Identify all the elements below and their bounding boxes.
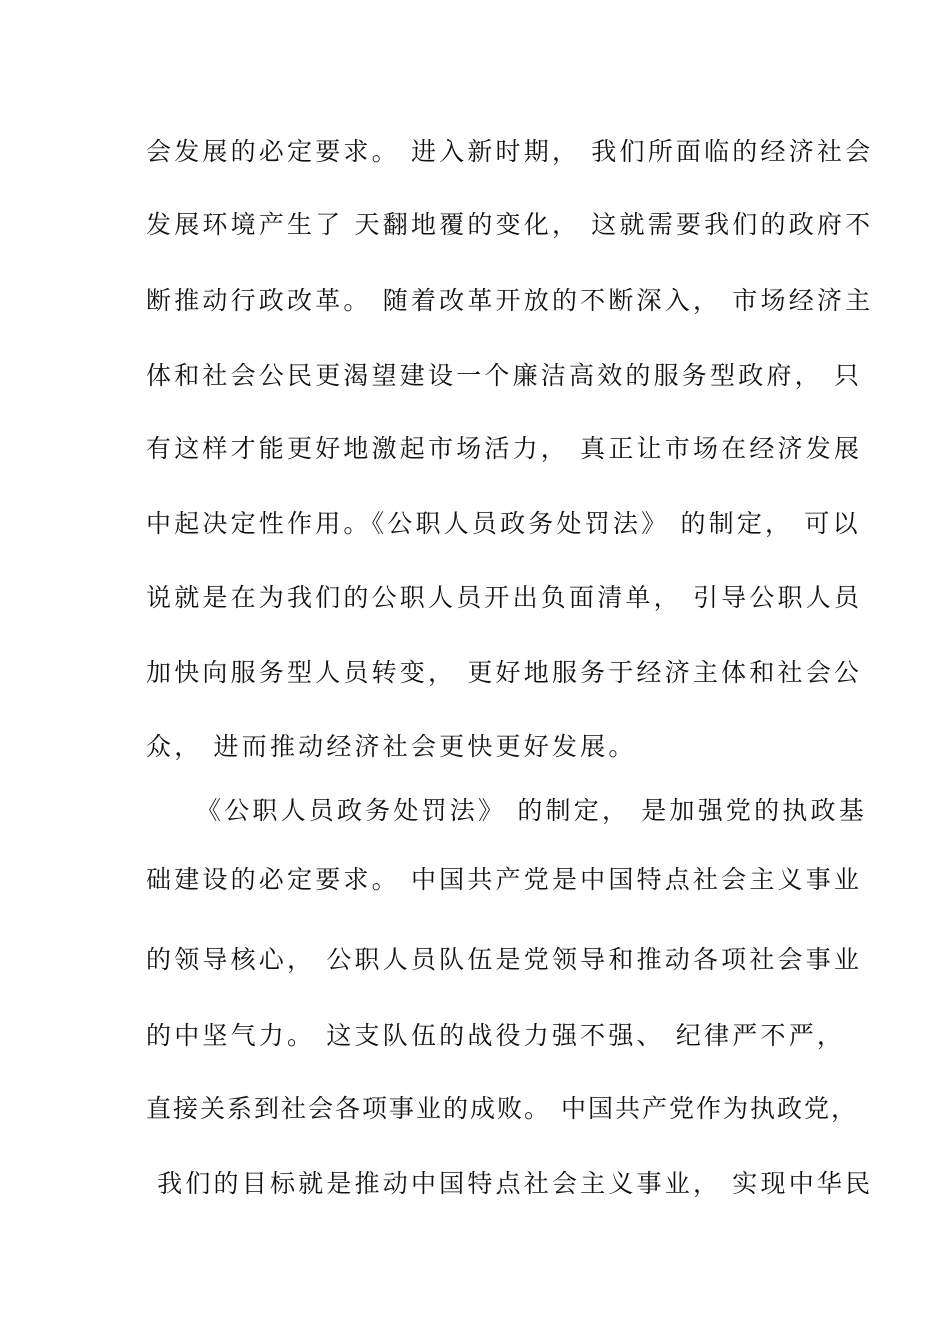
text-line: 体和社会公民更渴望建设一个廉洁高效的服务型政府， 只: [146, 361, 863, 390]
text-line: 直接关系到社会各项事业的成败。 中国共产党作为执政党，: [146, 1094, 858, 1123]
text-line: 众， 进而推动经济社会更快更好发展。: [146, 732, 637, 761]
text-line: 础建设的必定要求。 中国共产党是中国特点社会主义事业: [146, 865, 863, 894]
paragraph-first-line: 《公职人员政务处罚法》 的制定， 是加强党的执政基: [196, 796, 867, 825]
text-line: 说就是在为我们的公职人员开出负面清单， 引导公职人员: [146, 583, 863, 612]
text-line: 的中坚气力。 这支队伍的战役力强不强、 纪律严不严，: [146, 1021, 846, 1050]
text-line: 的领导核心， 公职人员队伍是党领导和推动各项社会事业: [146, 945, 863, 974]
text-line: 中起决定性作用。《公职人员政务处罚法》 的制定， 可以: [146, 509, 861, 538]
text-line: 断推动行政改革。 随着改革开放的不断深入， 市场经济主: [146, 286, 874, 315]
text-line: 发展环境产生了 天翻地覆的变化， 这就需要我们的政府不: [146, 210, 874, 239]
text-line: 会发展的必定要求。 进入新时期， 我们所面临的经济社会: [146, 137, 874, 166]
text-line: 有这样才能更好地激起市场活力， 真正让市场在经济发展: [146, 434, 863, 463]
text-line: 我们的目标就是推动中国特点社会主义事业， 实现中华民: [146, 1169, 874, 1198]
text-line: 加快向服务型人员转变， 更好地服务于经济主体和社会公: [146, 658, 863, 687]
